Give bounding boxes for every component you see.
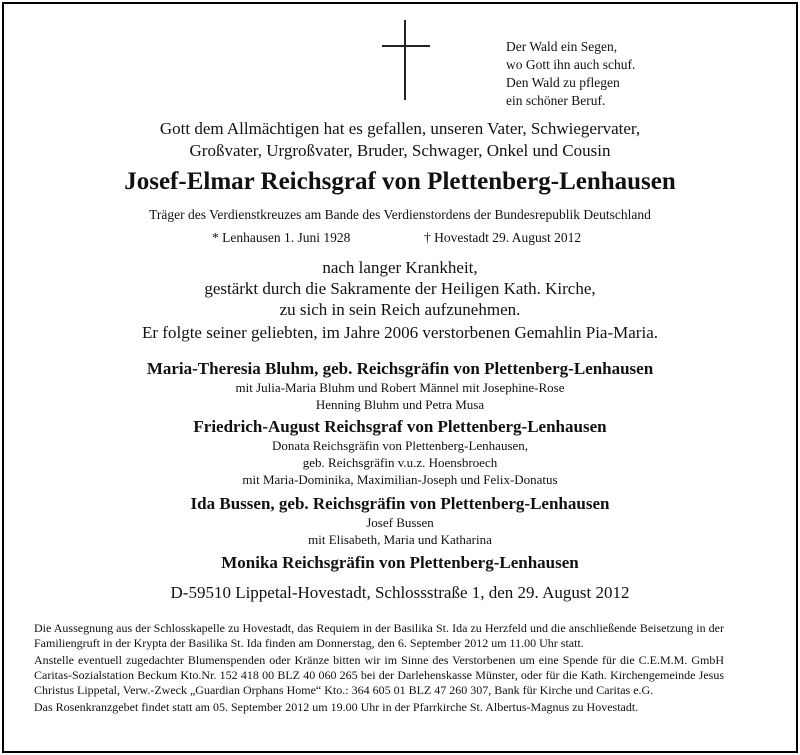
mourner-name: Friedrich-August Reichsgraf von Plettenberg-Lenhausen: [193, 417, 607, 436]
address-line: D-59510 Lippetal-Hovestadt, Schlossstraße 1, den 29. August 2012: [170, 583, 630, 602]
mourner-group: [4, 553, 796, 573]
mourner-group: [4, 359, 796, 413]
poem-line: wo Gott ihn auch schuf.: [506, 57, 636, 72]
mourner-line: mit Maria-Dominika, Maximilian-Joseph und Felix-Donatus: [242, 472, 558, 487]
mourner-line: mit Julia-Maria Bluhm und Robert Männel mit Josephine-Rose: [235, 380, 565, 395]
birth-date: * Lenhausen 1. Juni 1928: [212, 230, 351, 245]
honor-text: Träger des Verdienstkreuzes am Bande des Verdienstordens der Bundesrepublik Deutschland: [149, 207, 651, 222]
poem-line: Der Wald ein Segen,: [506, 39, 618, 54]
mourner-line: Henning Bluhm und Petra Musa: [315, 397, 485, 412]
deceased-name: Josef-Elmar Reichsgraf von Plettenberg-Lenhausen: [124, 168, 676, 195]
mourner-line: geb. Reichsgräfin v.u.z. Hoensbroech: [302, 455, 498, 470]
poem-line: Den Wald zu pflegen: [506, 75, 620, 90]
mourner-name: Ida Bussen, geb. Reichsgräfin von Plettenberg-Lenhausen: [190, 494, 610, 513]
poem-line: ein schöner Beruf.: [506, 93, 606, 108]
mourner-group: [4, 494, 796, 548]
mourner-line: mit Elisabeth, Maria und Katharina: [308, 532, 492, 547]
mourner-name: Maria-Theresia Bluhm, geb. Reichsgräfin von Plettenberg-Lenhausen: [146, 359, 654, 378]
mourner-name: Monika Reichsgräfin von Plettenberg-Lenhausen: [221, 553, 579, 572]
illness-text: [4, 257, 796, 320]
death-date: † Hovestadt 29. August 2012: [424, 230, 582, 245]
illness-line: gestärkt durch die Sakramente der Heiligen Kath. Kirche,: [204, 279, 596, 298]
mourner-line: Donata Reichsgräfin von Plettenberg-Lenhausen,: [271, 438, 529, 453]
followed-text: Er folgte seiner geliebten, im Jahre 2006 verstorbenen Gemahlin Pia-Maria.: [142, 323, 658, 342]
note-paragraph: Das Rosenkranzgebet findet statt am 05. September 2012 um 19.00 Uhr in der Pfarrkirche St. Albertus-Magnus zu Hovestadt.: [34, 700, 639, 714]
illness-line: nach langer Krankheit,: [322, 258, 478, 277]
illness-line: zu sich in sein Reich aufzunehmen.: [279, 300, 521, 319]
note-paragraph: Die Aussegnung aus der Schlosskapelle zu Hovestadt, das Requiem in der Basilika St. Ida zu Herzfeld und die anschließende Beisetzung in der Familiengruft in der Krypta der Basilika St. Ida finden am Donnerstag, den 6. September 2012 um 11.00 Uhr statt.: [34, 621, 724, 650]
cross-icon: [382, 20, 430, 100]
mourner-line: Josef Bussen: [366, 515, 434, 530]
intro-line: Großvater, Urgroßvater, Bruder, Schwager, Onkel und Cousin: [189, 141, 611, 160]
note-paragraph: Anstelle eventuell zugedachter Blumenspenden oder Kränze bitten wir im Sinne des Verstorbenen um eine Spende für die C.E.M.M. GmbH Caritas-Sozialstation Beckum Kto.Nr. 152 418 00 BLZ 40 060 265 bei der Darlehenskasse Münster, oder für die Kath. Kirchengemeinde Jesus Christus Lippetal, Verw.-Zweck „Guardian Orphans Home“ Kto.: 364 605 01 BLZ 47 260 307, Bank für Kirche und Caritas e.G.: [34, 653, 724, 697]
notes: [34, 621, 724, 717]
mourner-group: [4, 417, 796, 488]
intro-line: Gott dem Allmächtigen hat es gefallen, unseren Vater, Schwiegervater,: [159, 119, 641, 138]
obituary-notice: [2, 2, 798, 753]
poem: [506, 38, 635, 110]
intro-text: [4, 118, 796, 162]
